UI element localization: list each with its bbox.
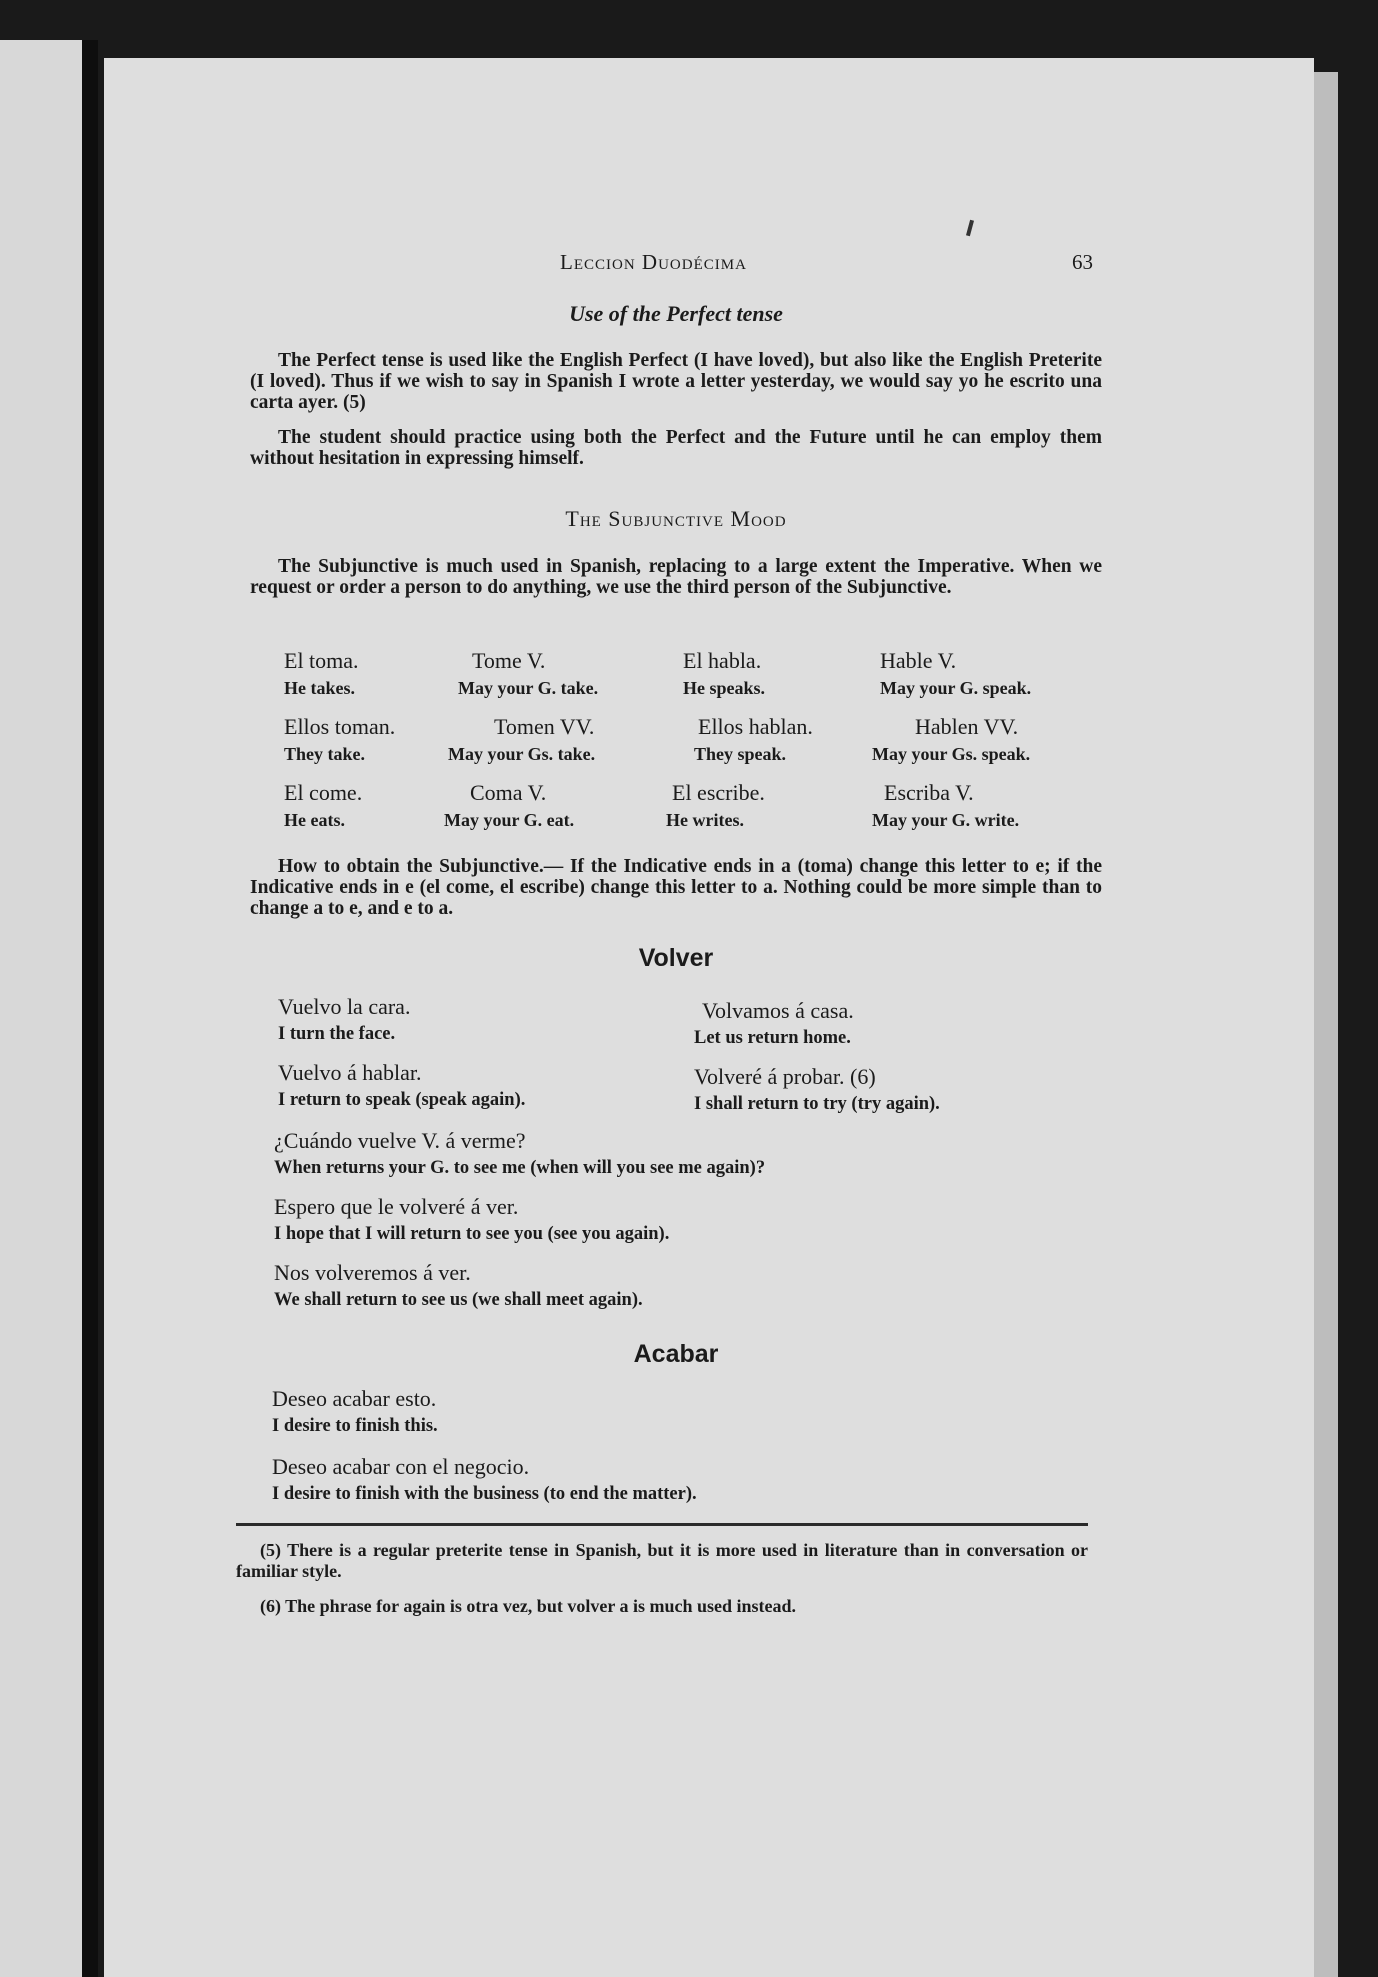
volver-example-es: Vuelvo á hablar. <box>278 1060 422 1085</box>
volver-example-en: Let us return home. <box>694 1028 851 1048</box>
volver-example-es: Volveré á probar. (6) <box>694 1064 876 1089</box>
footnote-divider <box>236 1523 1088 1526</box>
footnote-6: (6) The phrase for again is otra vez, but volver a is much used instead. <box>260 1596 797 1616</box>
perfect-paragraph-2: The student should practice using both the Perfect and the Future until he can employ them without hesitation in expressing himself. <box>250 427 1102 469</box>
volver-example-en: I hope that I will return to see you (see you again). <box>274 1224 670 1244</box>
volver-example-es: Espero que le volveré á ver. <box>274 1194 519 1219</box>
conjugation-en: May your G. take. <box>458 678 599 698</box>
conjugation-en: May your Gs. speak. <box>872 744 1031 764</box>
acabar-example-en: I desire to finish with the business (to end the matter). <box>272 1484 697 1504</box>
conjugation-es: Hablen VV. <box>915 714 1019 739</box>
conjugation-en: They speak. <box>694 744 787 764</box>
subjunctive-intro: The Subjunctive is much used in Spanish, replacing to a large extent the Imperative. When we request or order a person to do anything, we use the third person of the Subjunctive. <box>250 556 1102 598</box>
volver-example-es: Nos volveremos á ver. <box>274 1260 471 1285</box>
conjugation-en: He takes. <box>284 678 355 698</box>
conjugation-es: Tome V. <box>472 648 546 673</box>
acabar-example-en: I desire to finish this. <box>272 1416 438 1436</box>
page-number: 63 <box>1072 250 1093 274</box>
conjugation-es: El come. <box>284 780 363 805</box>
conjugation-en: He eats. <box>284 810 345 830</box>
volver-example-es: Vuelvo la cara. <box>278 994 411 1019</box>
conjugation-en: He speaks. <box>683 678 766 698</box>
conjugation-es: Hable V. <box>880 648 957 673</box>
conjugation-es: Tomen VV. <box>494 714 595 739</box>
footnote-5: (5) There is a regular preterite tense in Spanish, but it is more used in literature than in conversation or familiar style. <box>236 1540 1088 1581</box>
volver-example-en: I shall return to try (try again). <box>694 1094 940 1114</box>
conjugation-es: El habla. <box>683 648 762 673</box>
conjugation-es: El toma. <box>284 648 359 673</box>
perfect-tense-heading: Use of the Perfect tense <box>569 301 783 326</box>
conjugation-en: They take. <box>284 744 365 764</box>
acabar-heading: Acabar <box>633 1340 719 1368</box>
perfect-paragraph-1: The Perfect tense is used like the English Perfect (I have loved), but also like the English Preterite (I loved). Thus if we wish to say in Spanish I wrote a letter yesterday, we would say yo he escrito una carta ayer. (5) <box>250 350 1102 413</box>
volver-heading: Volver <box>638 944 714 972</box>
conjugation-es: Ellos hablan. <box>698 714 813 739</box>
acabar-example-es: Deseo acabar esto. <box>272 1386 437 1411</box>
conjugation-en: May your G. write. <box>872 810 1020 830</box>
subjunctive-heading: The Subjunctive Mood <box>565 506 787 531</box>
conjugation-es: Ellos toman. <box>284 714 396 739</box>
volver-example-en: I return to speak (speak again). <box>278 1090 526 1110</box>
conjugation-es: Escriba V. <box>884 780 974 805</box>
subjunctive-rule: How to obtain the Subjunctive.— If the Indicative ends in a (toma) change this letter to e; if the Indicative ends in e (el come, el escribe) change this letter to a. Nothing could be more simple than to change a to e, and e to a. <box>250 856 1102 919</box>
acabar-example-es: Deseo acabar con el negocio. <box>272 1454 530 1479</box>
volver-example-en: We shall return to see us (we shall meet again). <box>274 1290 643 1310</box>
conjugation-en: May your Gs. take. <box>448 744 596 764</box>
page-gutter-shadow <box>82 40 98 1977</box>
conjugation-es: Coma V. <box>470 780 547 805</box>
conjugation-en: He writes. <box>666 810 744 830</box>
volver-example-es: Volvamos á casa. <box>702 998 854 1023</box>
running-title: Leccion Duodécima <box>560 250 747 274</box>
volver-example-en: When returns your G. to see me (when will you see me again)? <box>274 1158 766 1178</box>
conjugation-en: May your G. speak. <box>880 678 1032 698</box>
conjugation-en: May your G. eat. <box>444 810 575 830</box>
page-right-edge <box>1314 72 1338 1977</box>
volver-example-en: I turn the face. <box>278 1024 396 1044</box>
adjacent-page-edge <box>0 40 92 1977</box>
conjugation-es: El escribe. <box>672 780 765 805</box>
volver-example-es: ¿Cuándo vuelve V. á verme? <box>274 1128 526 1153</box>
